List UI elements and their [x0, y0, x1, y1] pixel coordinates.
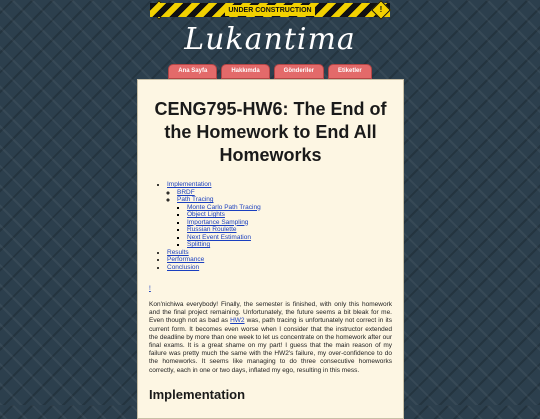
toc-link-object-lights[interactable]: Object Lights [187, 211, 225, 218]
toc-link-implementation[interactable]: Implementation [167, 181, 212, 188]
toc-link-performance[interactable]: Performance [167, 256, 205, 263]
toc-link-splitting[interactable]: Splitting [187, 241, 211, 248]
toc-link-importance-sampling[interactable]: Importance Sampling [187, 218, 249, 226]
toc-link-next-event-estimation[interactable]: Next Event Estimation [187, 233, 251, 241]
toc-item [167, 181, 392, 249]
toc-item [167, 264, 392, 272]
banner-label: UNDER CONSTRUCTION [225, 5, 314, 16]
nav-tab-gonderiler[interactable]: Gönderiler [274, 64, 324, 79]
main-nav [0, 64, 540, 79]
toc-item [187, 234, 392, 242]
site-title[interactable]: Lukantima [184, 22, 356, 57]
toc-item [187, 226, 392, 234]
post-title: CENG795-HW6: The End of the Homework to End All Homeworks [154, 99, 387, 165]
toc-link-russian-roulette[interactable]: Russian Roulette [187, 226, 237, 233]
toc-link-conclusion[interactable]: Conclusion [167, 263, 200, 271]
toc-item [177, 189, 392, 197]
toc-item [187, 241, 392, 249]
toc-item [187, 219, 392, 227]
toc-item [177, 196, 392, 249]
toc-item [167, 249, 392, 257]
toc-link-path-tracing[interactable]: Path Tracing [177, 196, 214, 203]
toc-link-results[interactable]: Results [167, 248, 189, 256]
toc-item [187, 204, 392, 212]
hw2-link[interactable]: HW2 [230, 317, 245, 325]
heading-anchor-link[interactable]: ! [149, 285, 151, 292]
warning-diamond-icon: ! [371, 0, 391, 20]
table-of-contents [149, 181, 392, 271]
under-construction-banner [150, 3, 390, 17]
nav-tab-etiketler[interactable]: Etiketler [328, 64, 372, 79]
toc-item [167, 256, 392, 264]
intro-paragraph [149, 301, 392, 375]
nav-tab-ana-sayfa[interactable]: Ana Sayfa [168, 64, 217, 79]
nav-tab-hakkimda[interactable]: Hakkımda [221, 64, 269, 79]
post-content [137, 79, 404, 419]
intro-text-start: Kon'nichiwa everybody! Finally, the semester is finished, with only this homework and the final project remaining. Unfortunately, the future seems a bit bleak for me. Even though not as bad as [149, 301, 392, 325]
section-heading-implementation: Implementation [149, 386, 246, 402]
toc-item [187, 211, 392, 219]
intro-text-end: was, path tracing is unfortunately not correct in its current form. It becomes even worse when I consider that the instructor extended the deadline by more than one week to let us concentrate on the homework after our final exams. It is a great shame on my part! I guess that the main reason of my failure was pretty much the same with the HW2's failure, my over-confidence to do the homeworks. It seems like managing to do three consecutive homeworks correctly, each in one or two days, inflated my ego, resulting in this mess. [149, 317, 392, 374]
toc-link-monte-carlo[interactable]: Monte Carlo Path Tracing [187, 203, 261, 211]
toc-link-brdf[interactable]: BRDF [177, 188, 195, 196]
